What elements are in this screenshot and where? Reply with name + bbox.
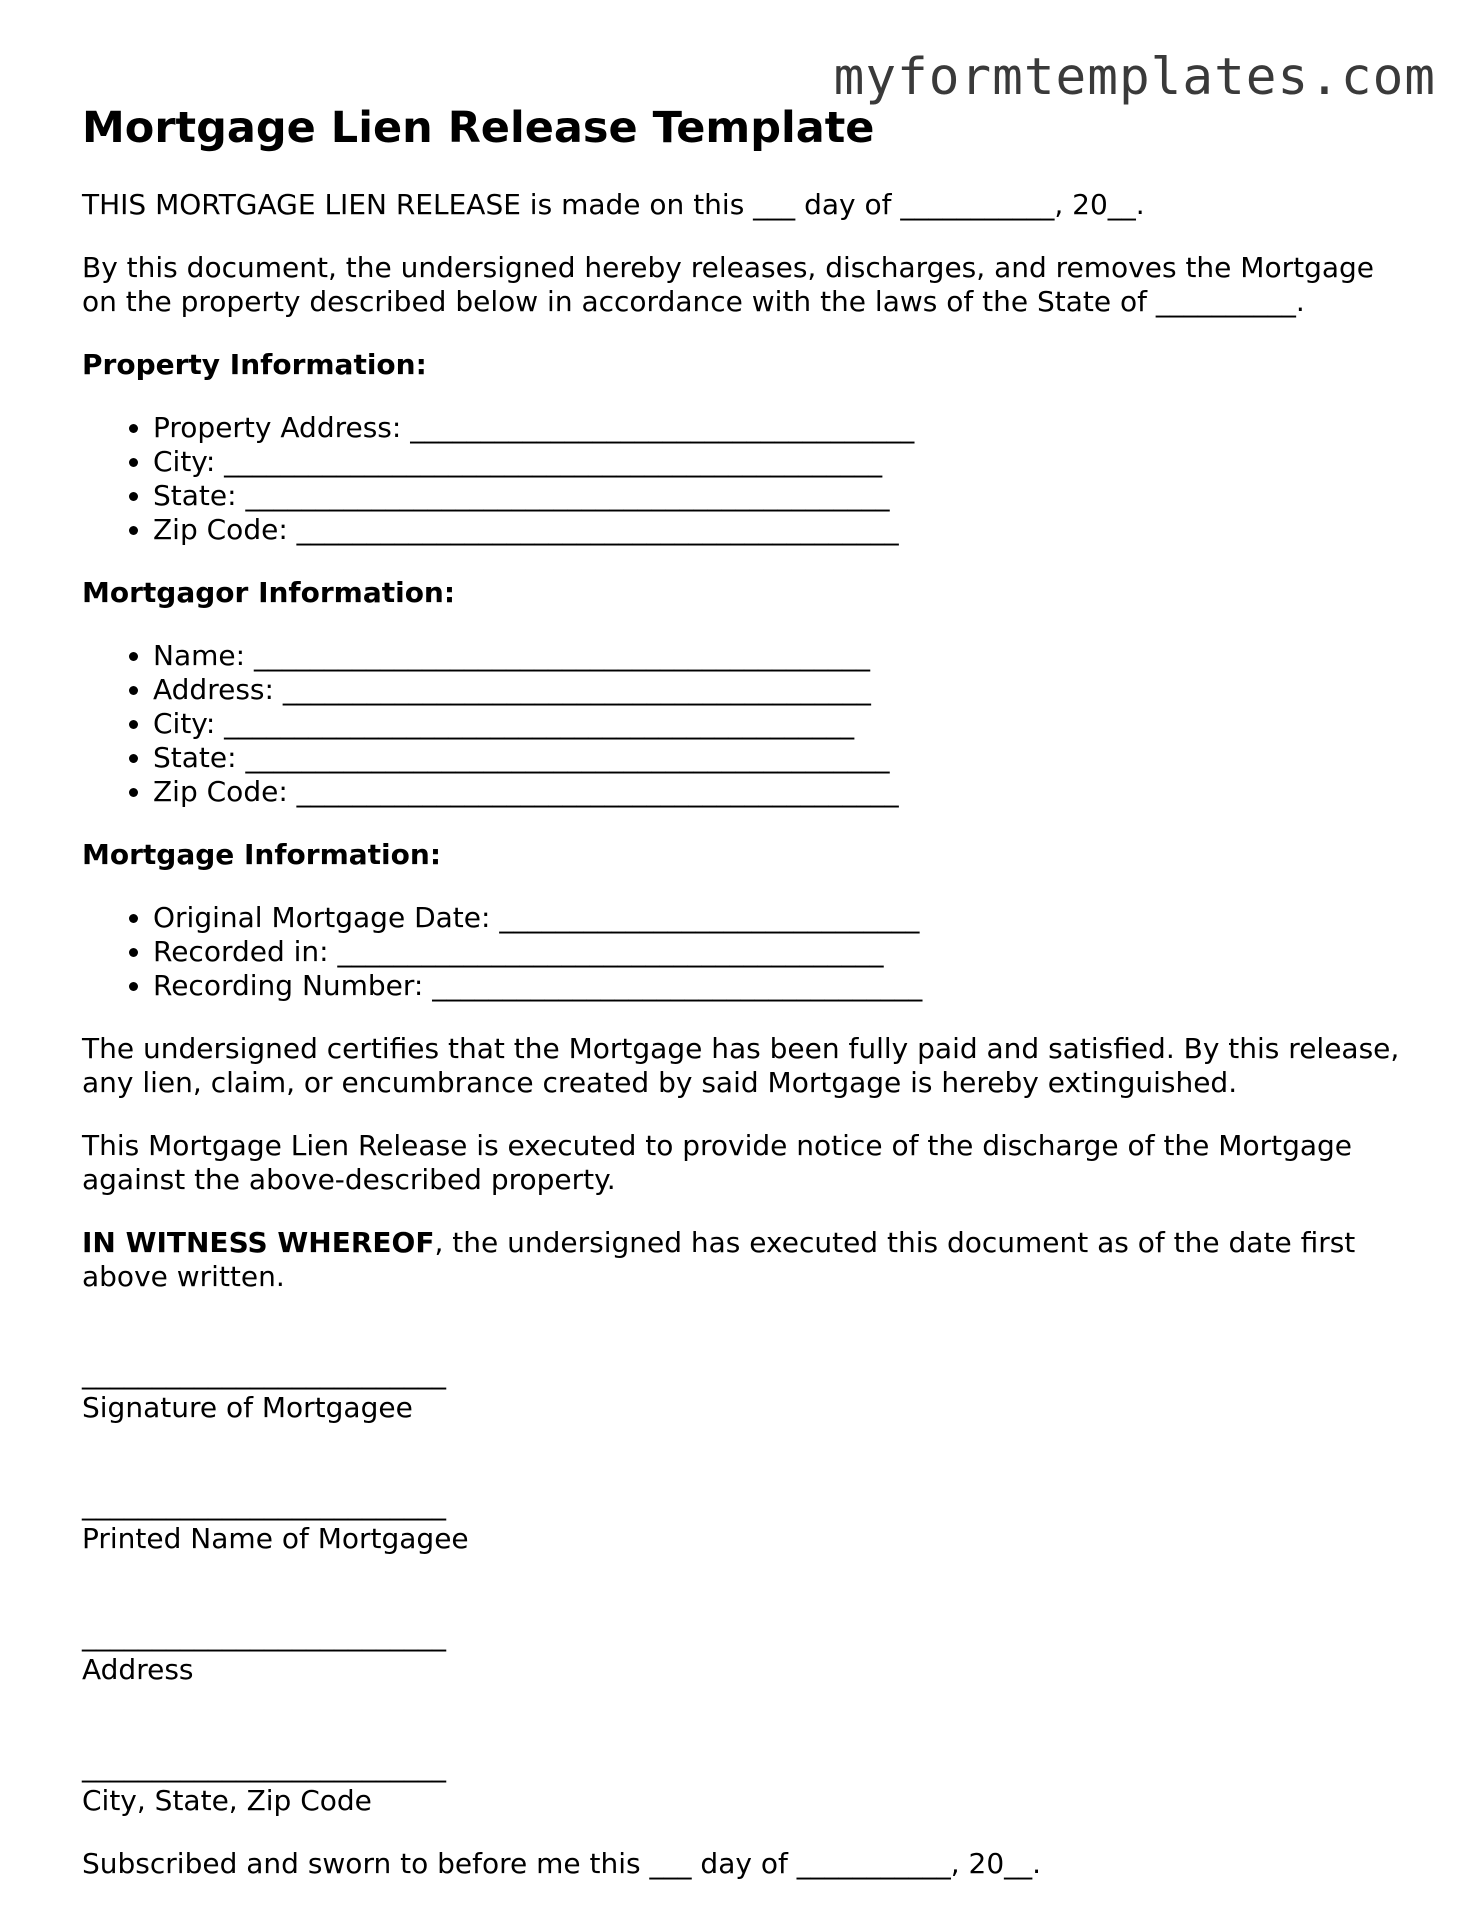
release-statement: By this document, the undersigned hereby releases, discharges, and removes the Mortgage on the property described below in accordance with the laws of the State of __________. — [82, 251, 1375, 318]
witness-bold: IN WITNESS WHEREOF — [82, 1226, 435, 1259]
mortgagor-heading: Mortgagor Information: — [82, 576, 456, 609]
city-state-zip-label: City, State, Zip Code — [82, 1784, 372, 1817]
address-label: Address — [82, 1653, 194, 1686]
property-zip-field: • Zip Code: ___________________________________________ — [153, 513, 1412, 547]
spacer — [82, 1687, 1412, 1750]
sworn-statement: Subscribed and sworn to before me this ___ day of ___________, 20__. — [82, 1847, 1042, 1880]
city-state-zip-line: __________________________ — [82, 1750, 446, 1783]
mortgagor-address-field: • Address: __________________________________________ — [153, 673, 1412, 707]
property-heading: Property Information: — [82, 348, 427, 381]
document-title: Mortgage Lien Release Template — [82, 103, 875, 153]
signature-block-printed-name — [82, 1488, 1412, 1556]
printed-name-line: __________________________ — [82, 1488, 446, 1521]
witness-paragraph — [82, 1226, 1412, 1294]
mortgagor-list — [82, 639, 1412, 809]
property-state-field: • State: ______________________________________________ — [153, 479, 1412, 513]
mortgage-heading: Mortgage Information: — [82, 838, 442, 871]
signature-label: Signature of Mortgagee — [82, 1391, 413, 1424]
mortgagor-city-field: • City: _____________________________________________ — [153, 707, 1412, 741]
certification-paragraph: The undersigned certifies that the Mortgage has been fully paid and satisfied. By this release, any lien, claim, or encumbrance created by said Mortgage is hereby extinguished. — [82, 1032, 1400, 1099]
mortgage-list — [82, 901, 1412, 1003]
signature-block-address — [82, 1619, 1412, 1687]
document-page — [82, 98, 1412, 1881]
spacer — [82, 1425, 1412, 1488]
property-city-field: • City: _______________________________________________ — [153, 445, 1412, 479]
signature-line: __________________________ — [82, 1357, 446, 1390]
intro-paragraph: THIS MORTGAGE LIEN RELEASE is made on this ___ day of ___________, 20__. — [82, 188, 1145, 221]
signature-block-mortgagee — [82, 1357, 1412, 1425]
property-address-field: • Property Address: ____________________________________ — [153, 411, 1412, 445]
recording-number-field: • Recording Number: ___________________________________ — [153, 969, 1412, 1003]
mortgagor-state-field: • State: ______________________________________________ — [153, 741, 1412, 775]
property-list — [82, 411, 1412, 547]
signature-block-city-state-zip — [82, 1750, 1412, 1818]
address-line: __________________________ — [82, 1619, 446, 1652]
mortgagor-name-field: • Name: ____________________________________________ — [153, 639, 1412, 673]
witness-rest: , the undersigned has executed this document as of the date first above written. — [82, 1226, 1356, 1293]
printed-name-label: Printed Name of Mortgagee — [82, 1522, 469, 1555]
recorded-in-field: • Recorded in: _______________________________________ — [153, 935, 1412, 969]
spacer — [82, 1556, 1412, 1619]
mortgagor-zip-field: • Zip Code: ___________________________________________ — [153, 775, 1412, 809]
site-watermark: myformtemplates.com — [833, 48, 1436, 107]
notice-paragraph: This Mortgage Lien Release is executed to provide notice of the discharge of the Mortgage against the above-described property. — [82, 1129, 1353, 1196]
original-mortgage-date-field: • Original Mortgage Date: ______________________________ — [153, 901, 1412, 935]
